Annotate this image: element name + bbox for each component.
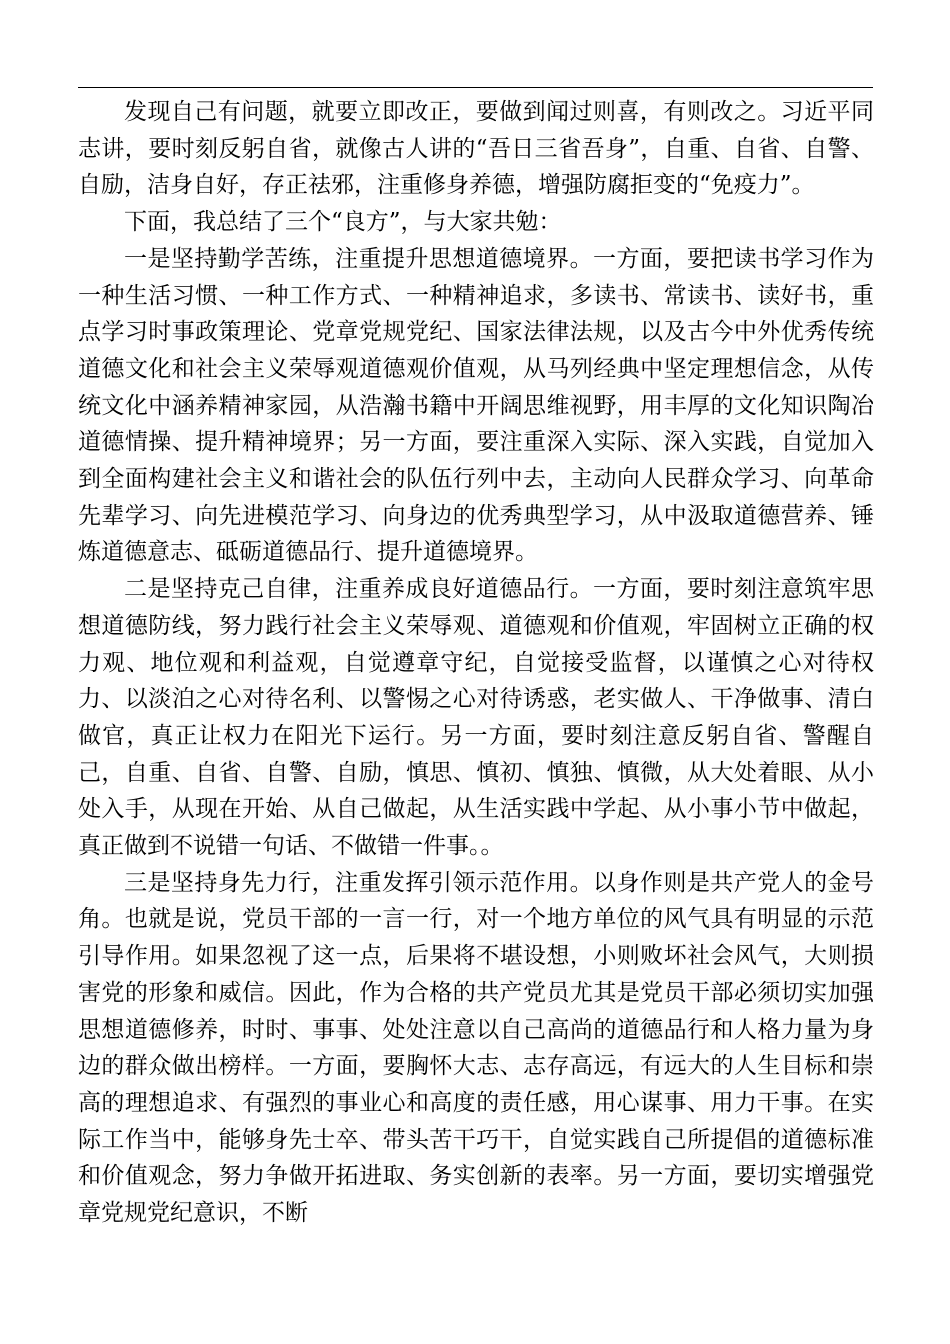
paragraph: 下面，我总结了三个“良方”，与大家共勉： (124, 209, 562, 236)
document-body (78, 94, 874, 1232)
paragraph: 三是坚持身先力行，注重发挥引领示范作用。以身作则是共产党人的金号角。也就是说，党员干部的一言一行，对一个地方单位的风气具有明显的示范引导作用。如果忽视了这一点，后果将不堪设想，小则败坏社会风气，大则损害党的形象和威信。因此，作为合格的共产党员尤其是党员干部必须切实加强思想道德修养，时时、事事、处处注意以自己高尚的道德品行和人格力量为身边的群众做出榜样。一方面，要胸怀大志、志存高远，有远大的人生目标和崇高的理想追求、有强烈的事业心和高度的责任感，用心谋事、用力干事。在实际工作当中，能够身先士卒、带头苦干巧干，自觉实践自己所提倡的道德标准和价值观念，努力争做开拓进取、务实创新的表率。另一方面，要切实增强党章党规党纪意识，不断 (78, 869, 874, 1227)
paragraph: 发现自己有问题，就要立即改正，要做到闻过则喜，有则改之。习近平同志讲，要时刻反躬自省，就像古人讲的“吾日三省吾身”，自重、自省、自警、自励，洁身自好，存正祛邪，注重修身养德，增强防腐拒变的“免疫力”。 (78, 99, 874, 199)
paragraph: 一是坚持勤学苦练，注重提升思想道德境界。一方面，要把读书学习作为一种生活习惯、一种工作方式、一种精神追求，多读书、常读书、读好书，重点学习时事政策理论、党章党规党纪、国家法律法规，以及古今中外优秀传统道德文化和社会主义荣辱观道德观价值观，从马列经典中坚定理想信念，从传统文化中涵养精神家园，从浩瀚书籍中开阔思维视野，用丰厚的文化知识陶冶道德情操、提升精神境界；另一方面，要注重深入实际、深入实践，自觉加入到全面构建社会主义和谐社会的队伍行列中去，主动向人民群众学习、向革命先辈学习、向先进模范学习、向身边的优秀典型学习，从中汲取道德营养、锤炼道德意志、砥砺道德品行、提升道德境界。 (78, 245, 874, 566)
header-rule (78, 87, 873, 88)
paragraph: 二是坚持克己自律，注重养成良好道德品行。一方面，要时刻注意筑牢思想道德防线，努力践行社会主义荣辱观、道德观和价值观，牢固树立正确的权力观、地位观和利益观，自觉遵章守纪，自觉接受监督，以谨慎之心对待权力、以淡泊之心对待名利、以警惕之心对待诱惑，老实做人、干净做事、清白做官，真正让权力在阳光下运行。另一方面，要时刻注意反躬自省、警醒自己，自重、自省、自警、自励，慎思、慎初、慎独、慎微，从大处着眼、从小处入手，从现在开始、从自己做起，从生活实践中学起、从小事小节中做起，真正做到不说错一句话、不做错一件事。。 (78, 576, 874, 860)
